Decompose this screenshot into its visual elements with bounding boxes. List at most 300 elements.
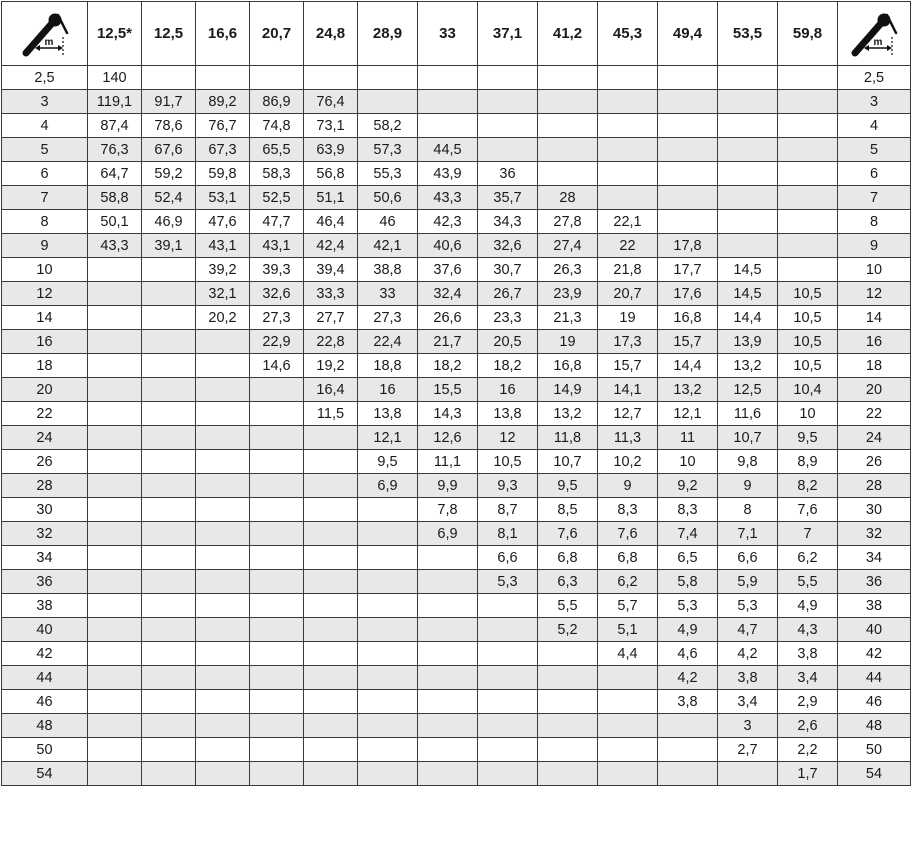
capacity-cell: 58,3 [250,162,304,186]
capacity-cell: 5,2 [538,618,598,642]
capacity-cell [88,498,142,522]
capacity-cell [304,666,358,690]
capacity-cell: 13,8 [358,402,418,426]
capacity-cell: 9 [598,474,658,498]
capacity-cell [196,330,250,354]
capacity-cell [478,738,538,762]
table-row [2,402,911,426]
capacity-cell [418,114,478,138]
capacity-cell [250,762,304,786]
capacity-cell [478,66,538,90]
capacity-cell [718,762,778,786]
capacity-cell [304,522,358,546]
capacity-cell [538,690,598,714]
capacity-cell: 57,3 [358,138,418,162]
radius-cell-right: 7 [838,186,911,210]
table-row [2,594,911,618]
capacity-cell: 43,3 [418,186,478,210]
radius-cell-right: 22 [838,402,911,426]
radius-cell-left: 42 [2,642,88,666]
table-row [2,450,911,474]
capacity-cell: 1,7 [778,762,838,786]
table-row [2,258,911,282]
capacity-cell: 42,3 [418,210,478,234]
capacity-cell [142,498,196,522]
capacity-cell [196,594,250,618]
capacity-cell: 8,5 [538,498,598,522]
capacity-cell [196,66,250,90]
capacity-cell [196,498,250,522]
capacity-cell: 17,3 [598,330,658,354]
capacity-cell: 3,4 [778,666,838,690]
capacity-cell: 9,2 [658,474,718,498]
capacity-cell: 28 [538,186,598,210]
capacity-cell [304,450,358,474]
capacity-cell: 33,3 [304,282,358,306]
capacity-cell: 7,6 [538,522,598,546]
capacity-cell [658,762,718,786]
capacity-cell: 23,9 [538,282,598,306]
capacity-cell: 9 [718,474,778,498]
capacity-cell [88,426,142,450]
capacity-cell [196,642,250,666]
capacity-cell: 4,2 [718,642,778,666]
capacity-cell: 56,8 [304,162,358,186]
capacity-cell [358,690,418,714]
capacity-cell: 74,8 [250,114,304,138]
capacity-cell: 15,5 [418,378,478,402]
capacity-cell [778,90,838,114]
capacity-cell [304,690,358,714]
capacity-cell: 26,3 [538,258,598,282]
capacity-cell: 10,5 [778,330,838,354]
capacity-cell [478,762,538,786]
capacity-cell [358,618,418,642]
capacity-cell: 42,1 [358,234,418,258]
capacity-cell: 37,6 [418,258,478,282]
table-row [2,498,911,522]
capacity-cell [538,162,598,186]
capacity-cell [196,378,250,402]
capacity-cell [304,714,358,738]
capacity-cell: 4,3 [778,618,838,642]
capacity-cell [88,738,142,762]
radius-cell-left: 50 [2,738,88,762]
radius-cell-right: 5 [838,138,911,162]
capacity-cell: 58,2 [358,114,418,138]
capacity-cell [598,114,658,138]
capacity-cell: 67,3 [196,138,250,162]
capacity-cell: 13,8 [478,402,538,426]
capacity-cell: 8,3 [658,498,718,522]
capacity-cell: 33 [358,282,418,306]
capacity-cell [196,522,250,546]
radius-cell-left: 40 [2,618,88,642]
capacity-cell [598,714,658,738]
radius-cell-left: 38 [2,594,88,618]
capacity-cell: 18,8 [358,354,418,378]
capacity-cell: 43,3 [88,234,142,258]
capacity-cell: 15,7 [598,354,658,378]
capacity-cell [478,642,538,666]
capacity-cell: 6,2 [778,546,838,570]
capacity-cell: 21,8 [598,258,658,282]
capacity-cell [418,642,478,666]
capacity-cell: 14,3 [418,402,478,426]
crane-boom-radius-icon [850,11,898,57]
capacity-cell: 9,3 [478,474,538,498]
radius-cell-right: 50 [838,738,911,762]
capacity-cell [658,186,718,210]
capacity-cell: 21,3 [538,306,598,330]
capacity-cell [778,114,838,138]
capacity-cell [658,114,718,138]
capacity-cell: 8 [718,498,778,522]
capacity-cell: 6,8 [538,546,598,570]
capacity-cell: 7,8 [418,498,478,522]
capacity-cell [88,474,142,498]
capacity-cell [304,738,358,762]
capacity-cell: 3,8 [718,666,778,690]
capacity-cell [778,258,838,282]
capacity-cell [196,474,250,498]
capacity-cell: 38,8 [358,258,418,282]
capacity-cell [358,594,418,618]
capacity-cell: 86,9 [250,90,304,114]
capacity-cell: 22 [598,234,658,258]
capacity-cell: 44,5 [418,138,478,162]
capacity-cell [142,426,196,450]
capacity-cell [142,762,196,786]
capacity-cell [88,258,142,282]
capacity-cell [658,210,718,234]
capacity-cell [88,522,142,546]
capacity-cell [598,666,658,690]
capacity-cell [478,90,538,114]
capacity-cell [88,282,142,306]
table-row [2,90,911,114]
load-chart-body [2,66,911,786]
table-row [2,138,911,162]
radius-cell-right: 18 [838,354,911,378]
capacity-cell [658,162,718,186]
capacity-cell [478,594,538,618]
capacity-cell [358,642,418,666]
radius-cell-left: 26 [2,450,88,474]
capacity-cell [778,162,838,186]
capacity-cell: 12,5 [718,378,778,402]
capacity-cell: 17,6 [658,282,718,306]
capacity-cell: 4,4 [598,642,658,666]
capacity-cell [718,138,778,162]
radius-cell-left: 7 [2,186,88,210]
capacity-cell: 6,6 [718,546,778,570]
capacity-cell [718,90,778,114]
capacity-cell: 63,9 [304,138,358,162]
capacity-cell: 2,2 [778,738,838,762]
capacity-cell [196,666,250,690]
capacity-cell [538,666,598,690]
boom-length-header: 16,6 [196,2,250,66]
capacity-cell: 15,7 [658,330,718,354]
capacity-cell [196,690,250,714]
capacity-cell [250,666,304,690]
capacity-cell: 17,8 [658,234,718,258]
capacity-cell [538,642,598,666]
radius-cell-right: 20 [838,378,911,402]
capacity-cell: 6,9 [358,474,418,498]
load-chart-table [1,1,911,786]
radius-cell-left: 5 [2,138,88,162]
capacity-cell [142,594,196,618]
icon-unit-label: m [873,36,883,48]
radius-cell-right: 42 [838,642,911,666]
capacity-cell: 50,1 [88,210,142,234]
capacity-cell: 16 [358,378,418,402]
capacity-cell [598,66,658,90]
radius-cell-left: 44 [2,666,88,690]
capacity-cell: 5,9 [718,570,778,594]
capacity-cell: 14,4 [658,354,718,378]
capacity-cell [658,738,718,762]
capacity-cell [718,114,778,138]
capacity-cell [538,714,598,738]
radius-cell-right: 26 [838,450,911,474]
radius-cell-left: 30 [2,498,88,522]
capacity-cell: 87,4 [88,114,142,138]
radius-cell-left: 2,5 [2,66,88,90]
capacity-cell: 43,1 [196,234,250,258]
capacity-cell: 22,4 [358,330,418,354]
capacity-cell: 16,8 [658,306,718,330]
capacity-cell: 30,7 [478,258,538,282]
capacity-cell: 10,5 [778,354,838,378]
capacity-cell [418,546,478,570]
capacity-cell: 52,4 [142,186,196,210]
radius-cell-left: 9 [2,234,88,258]
radius-cell-left: 46 [2,690,88,714]
capacity-cell [88,354,142,378]
capacity-cell [418,618,478,642]
capacity-cell [658,714,718,738]
capacity-cell [142,618,196,642]
radius-cell-right: 6 [838,162,911,186]
capacity-cell: 10,2 [598,450,658,474]
radius-cell-left: 18 [2,354,88,378]
radius-cell-left: 22 [2,402,88,426]
capacity-cell: 11,6 [718,402,778,426]
capacity-cell [196,738,250,762]
capacity-cell: 20,2 [196,306,250,330]
capacity-cell: 10 [658,450,718,474]
radius-cell-right: 44 [838,666,911,690]
capacity-cell: 43,1 [250,234,304,258]
capacity-cell: 27,3 [358,306,418,330]
capacity-cell [250,402,304,426]
radius-cell-right: 12 [838,282,911,306]
capacity-cell [88,402,142,426]
radius-cell-right: 46 [838,690,911,714]
capacity-cell [142,666,196,690]
capacity-cell: 11,3 [598,426,658,450]
capacity-cell: 27,7 [304,306,358,330]
icon-unit-label: m [44,36,53,48]
capacity-cell [418,66,478,90]
boom-length-header: 45,3 [598,2,658,66]
capacity-cell: 39,3 [250,258,304,282]
capacity-cell: 13,2 [718,354,778,378]
capacity-cell: 7,6 [778,498,838,522]
capacity-cell [658,90,718,114]
capacity-cell [88,618,142,642]
radius-cell-right: 32 [838,522,911,546]
capacity-cell [304,594,358,618]
capacity-cell [538,738,598,762]
capacity-cell [250,450,304,474]
capacity-cell: 16,8 [538,354,598,378]
crane-boom-radius-icon [21,11,69,57]
radius-cell-right: 30 [838,498,911,522]
boom-length-header: 20,7 [250,2,304,66]
capacity-cell: 46,4 [304,210,358,234]
capacity-cell: 26,6 [418,306,478,330]
capacity-cell [304,498,358,522]
capacity-cell: 27,3 [250,306,304,330]
radius-cell-left: 8 [2,210,88,234]
table-row [2,354,911,378]
table-row [2,714,911,738]
table-row [2,738,911,762]
radius-cell-left: 14 [2,306,88,330]
capacity-cell: 14,1 [598,378,658,402]
table-row [2,66,911,90]
radius-cell-left: 10 [2,258,88,282]
capacity-cell [358,90,418,114]
capacity-cell: 4,9 [658,618,718,642]
capacity-cell: 89,2 [196,90,250,114]
boom-length-header: 24,8 [304,2,358,66]
capacity-cell [196,354,250,378]
capacity-cell: 76,4 [304,90,358,114]
capacity-cell [250,546,304,570]
capacity-cell [538,90,598,114]
table-row [2,570,911,594]
capacity-cell [250,690,304,714]
capacity-cell: 2,6 [778,714,838,738]
capacity-cell: 6,2 [598,570,658,594]
capacity-cell [250,570,304,594]
capacity-cell: 6,8 [598,546,658,570]
capacity-cell: 140 [88,66,142,90]
capacity-cell: 3,8 [778,642,838,666]
capacity-cell [418,690,478,714]
boom-length-header: 28,9 [358,2,418,66]
capacity-cell: 39,2 [196,258,250,282]
capacity-cell [196,426,250,450]
capacity-cell [304,66,358,90]
capacity-cell: 26,7 [478,282,538,306]
capacity-cell [142,330,196,354]
table-row [2,618,911,642]
capacity-cell [88,762,142,786]
capacity-cell [142,258,196,282]
capacity-cell [250,474,304,498]
capacity-cell [250,618,304,642]
capacity-cell: 10,4 [778,378,838,402]
capacity-cell [250,66,304,90]
radius-cell-left: 28 [2,474,88,498]
capacity-cell: 7 [778,522,838,546]
capacity-cell [598,162,658,186]
capacity-cell: 13,2 [658,378,718,402]
radius-cell-left: 4 [2,114,88,138]
boom-length-header: 33 [418,2,478,66]
capacity-cell: 8,3 [598,498,658,522]
capacity-cell [142,522,196,546]
capacity-cell [418,594,478,618]
capacity-cell [598,690,658,714]
capacity-cell: 8,9 [778,450,838,474]
capacity-cell: 59,8 [196,162,250,186]
boom-length-header: 49,4 [658,2,718,66]
capacity-cell [478,618,538,642]
capacity-cell [88,666,142,690]
capacity-cell: 10,5 [478,450,538,474]
capacity-cell: 12 [478,426,538,450]
radius-cell-left: 34 [2,546,88,570]
capacity-cell [88,330,142,354]
capacity-cell [418,738,478,762]
capacity-cell [598,90,658,114]
capacity-cell [196,618,250,642]
capacity-cell: 5,5 [538,594,598,618]
radius-cell-right: 48 [838,714,911,738]
capacity-cell [418,762,478,786]
radius-cell-right: 34 [838,546,911,570]
capacity-cell: 3 [718,714,778,738]
capacity-cell [718,234,778,258]
capacity-cell: 23,3 [478,306,538,330]
table-row [2,522,911,546]
capacity-cell [196,570,250,594]
capacity-cell: 32,4 [418,282,478,306]
capacity-cell [196,762,250,786]
capacity-cell: 12,1 [658,402,718,426]
table-row [2,666,911,690]
capacity-cell [658,138,718,162]
capacity-cell [358,66,418,90]
capacity-cell: 32,1 [196,282,250,306]
header-right-icon-cell [838,2,911,66]
capacity-cell: 5,3 [658,594,718,618]
table-row [2,186,911,210]
capacity-cell: 7,6 [598,522,658,546]
capacity-cell: 10,5 [778,306,838,330]
capacity-cell [142,738,196,762]
capacity-cell: 32,6 [478,234,538,258]
capacity-cell [142,642,196,666]
capacity-cell [88,642,142,666]
radius-cell-right: 16 [838,330,911,354]
boom-length-header: 41,2 [538,2,598,66]
table-row [2,378,911,402]
capacity-cell [88,690,142,714]
capacity-cell [778,186,838,210]
capacity-cell [478,138,538,162]
capacity-cell: 78,6 [142,114,196,138]
table-row [2,330,911,354]
capacity-cell: 9,5 [358,450,418,474]
